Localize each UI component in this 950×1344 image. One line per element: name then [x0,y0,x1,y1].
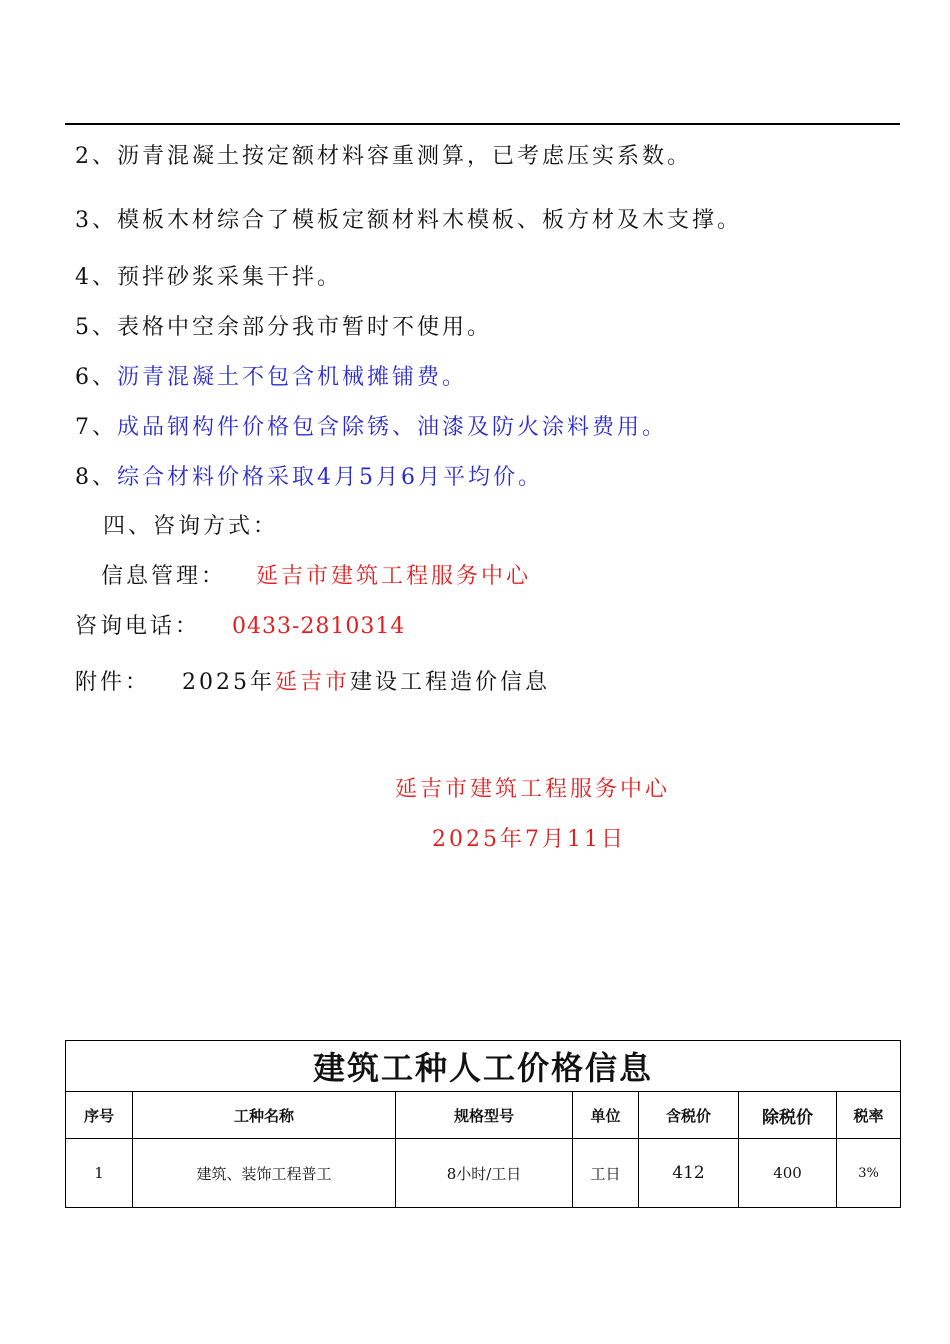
note-7 [75,413,667,443]
signature-org: 延吉市建筑工程服务中心 [395,777,671,802]
note-number: 8、 [75,465,117,490]
note-5 [75,313,492,343]
cell-spec: 8小时/工日 [396,1139,573,1208]
contact-heading: 四、咨询方式： [103,514,279,539]
cell-price-notax: 400 [739,1139,837,1208]
header-job-name: 工种名称 [133,1092,396,1139]
note-4 [75,263,342,293]
note-number: 2、 [75,144,117,169]
note-8 [75,463,543,493]
note-6 [75,363,467,393]
table-title: 建筑工种人工价格信息 [66,1041,901,1092]
note-text: 模板木材综合了模板定额材料木模板、板方材及木支撑。 [117,208,743,233]
cell-index: 1 [66,1139,133,1208]
phone-value: 0433-2810314 [232,614,406,639]
note-text: 成品钢构件价格包含除锈、油漆及防火涂料费用。 [117,415,668,440]
note-number: 5、 [75,315,117,340]
header-index: 序号 [66,1092,133,1139]
attach-year: 2025年 [182,670,276,695]
note-3 [75,206,742,236]
header-price-notax: 除税价 [739,1092,837,1139]
note-text: 沥青混凝土按定额材料容重测算，已考虑压实系数。 [117,144,693,169]
cell-price-tax: 412 [639,1139,739,1208]
note-text: 综合材料价格采取4月5月6月平均价。 [117,465,543,490]
note-number: 4、 [75,265,117,290]
header-spec: 规格型号 [396,1092,573,1139]
attach-label: 附件： [75,670,151,695]
cell-unit: 工日 [573,1139,639,1208]
attach-rest: 建设工程造价信息 [350,670,551,695]
note-text: 表格中空余部分我市暂时不使用。 [117,315,493,340]
header-tax-rate: 税率 [837,1092,901,1139]
info-management [101,562,531,592]
attach-city: 延吉市 [275,670,351,695]
cell-job-name: 建筑、装饰工程普工 [133,1139,396,1208]
table-header-row [66,1092,901,1139]
cell-tax-rate: 3% [837,1139,901,1208]
header-unit: 单位 [573,1092,639,1139]
info-value: 延吉市建筑工程服务中心 [256,564,532,589]
phone-label: 咨询电话： [75,614,201,639]
header-rule [65,123,900,125]
info-label: 信息管理： [101,564,227,589]
attachment-line [75,668,550,698]
note-text: 预拌砂浆采集干拌。 [117,265,343,290]
header-price-tax: 含税价 [639,1092,739,1139]
note-number: 6、 [75,365,117,390]
note-text: 沥青混凝土不包含机械摊铺费。 [117,365,468,390]
signature-date: 2025年7月11日 [432,827,626,852]
note-number: 7、 [75,415,117,440]
labor-price-table [65,1040,901,1208]
table-row [66,1139,901,1208]
note-2 [75,142,692,172]
note-number: 3、 [75,208,117,233]
phone-line [75,612,405,642]
